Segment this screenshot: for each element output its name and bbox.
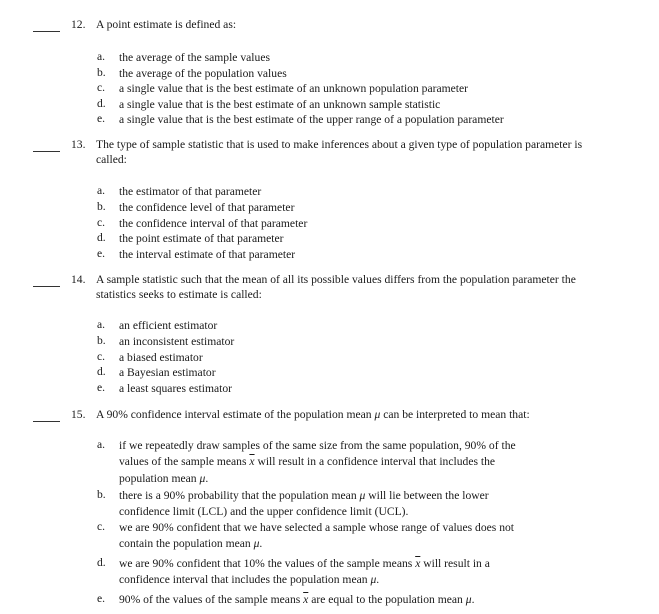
question-text	[96, 273, 644, 302]
question-text-post: can be interpreted to mean that:	[380, 408, 530, 421]
option-text: a single value that is the best estimate of an unknown population parameter	[119, 82, 469, 95]
mu-symbol: μ	[253, 537, 260, 551]
option-text: the confidence level of that parameter	[119, 201, 295, 214]
x-bar-symbol: $\overline{x}$	[249, 455, 255, 469]
option-text: the point estimate of that parameter	[119, 232, 284, 245]
question-text-line: statistics seeks to estimate is called:	[96, 287, 262, 301]
text-segment: are equal to the population mean	[308, 593, 466, 606]
x-bar-symbol: $\overline{x}$	[303, 593, 309, 606]
text-segment: will lie between the lower	[365, 489, 489, 502]
option-letter: d.	[97, 231, 106, 244]
option-text-line	[119, 536, 579, 552]
option-letter: b.	[97, 488, 106, 501]
question-text: A point estimate is defined as:	[96, 18, 237, 31]
mu-symbol: μ	[199, 471, 206, 485]
option-letter: c.	[97, 81, 106, 94]
text-segment: .	[376, 573, 380, 587]
question-text	[96, 138, 644, 167]
option-letter: b.	[97, 334, 106, 347]
text-segment: 90% of the values of the sample means	[119, 593, 304, 606]
option-text: the average of the population values	[119, 66, 287, 80]
answer-blank[interactable]	[33, 286, 60, 287]
answer-blank[interactable]	[33, 421, 60, 422]
option-letter: d.	[97, 556, 106, 569]
x-bar-symbol: $\overline{x}$	[415, 557, 421, 570]
option-letter: a.	[97, 50, 106, 63]
question-number: 13.	[71, 138, 86, 151]
option-letter: a.	[97, 438, 106, 451]
option-letter: c.	[97, 520, 106, 533]
option-text: the confidence interval of that parameter	[119, 216, 308, 230]
text-segment: will result in a	[420, 557, 490, 570]
question-text-line: The type of sample statistic that is used to make inferences about a given type of population parameter is	[96, 138, 583, 151]
question-number: 12.	[71, 18, 86, 31]
option-letter: d.	[97, 365, 106, 378]
option-text-line	[119, 471, 579, 487]
answer-blank[interactable]	[33, 31, 60, 32]
mu-symbol: μ	[465, 593, 472, 606]
option-text-line	[119, 592, 579, 608]
option-text-line: confidence limit (LCL) and the upper confidence limit (UCL).	[119, 505, 409, 519]
option-text: the average of the sample values	[119, 51, 270, 64]
option-letter: b.	[97, 200, 106, 213]
option-letter: a.	[97, 318, 106, 331]
option-text: an inconsistent estimator	[119, 335, 235, 348]
text-segment: values of the sample means	[119, 455, 250, 469]
option-text-line	[119, 488, 579, 504]
question-text-pre: A 90% confidence interval estimate of the population mean	[96, 408, 375, 421]
option-text: the interval estimate of that parameter	[119, 247, 296, 261]
option-text-line	[119, 454, 579, 470]
answer-blank[interactable]	[33, 151, 60, 152]
text-segment: we are 90% confident that 10% the values of the sample means	[119, 557, 416, 570]
mu-symbol: μ	[374, 408, 381, 421]
question-number: 15.	[71, 408, 86, 421]
option-letter: e.	[97, 592, 106, 605]
mu-symbol: μ	[370, 573, 377, 587]
question-text-line: called:	[96, 152, 127, 166]
question-number: 14.	[71, 273, 86, 286]
option-letter: c.	[97, 215, 106, 229]
option-text	[119, 592, 579, 608]
option-text: the estimator of that parameter	[119, 185, 262, 198]
option-text: a single value that is the best estimate of the upper range of a population parameter	[119, 113, 504, 126]
option-letter: c.	[97, 349, 106, 363]
option-letter: e.	[97, 112, 106, 125]
option-letter: b.	[97, 65, 106, 79]
text-segment: population mean	[119, 471, 200, 485]
option-text: a single value that is the best estimate of an unknown sample statistic	[119, 97, 441, 111]
text-segment: there is a 90% probability that the population mean	[119, 489, 360, 502]
text-segment: .	[259, 537, 263, 551]
text-segment: will result in a confidence interval that includes the	[254, 455, 496, 469]
option-letter: d.	[97, 96, 106, 110]
option-text	[119, 488, 579, 521]
text-segment: .	[205, 471, 209, 485]
text-segment: confidence interval that includes the population mean	[119, 573, 371, 587]
option-text	[119, 520, 579, 553]
option-text-line	[119, 556, 579, 572]
mu-symbol: μ	[359, 489, 366, 502]
option-text-line	[119, 572, 579, 588]
question-text	[96, 408, 644, 423]
option-letter: e.	[97, 380, 106, 394]
option-text: a biased estimator	[119, 350, 203, 364]
text-segment: .	[471, 593, 475, 606]
option-text: a Bayesian estimator	[119, 366, 216, 379]
option-text	[119, 556, 579, 589]
option-text-line: we are 90% confident that we have selected a sample whose range of values does not	[119, 521, 515, 534]
option-letter: e.	[97, 246, 106, 260]
option-text	[119, 438, 579, 487]
option-letter: a.	[97, 184, 106, 197]
option-text: a least squares estimator	[119, 381, 232, 395]
option-text-line: if we repeatedly draw samples of the same size from the same population, 90% of the	[119, 439, 516, 452]
question-text-line: A sample statistic such that the mean of all its possible values differs from the population parameter the	[96, 273, 576, 286]
text-segment: contain the population mean	[119, 537, 254, 551]
option-text: an efficient estimator	[119, 319, 218, 332]
